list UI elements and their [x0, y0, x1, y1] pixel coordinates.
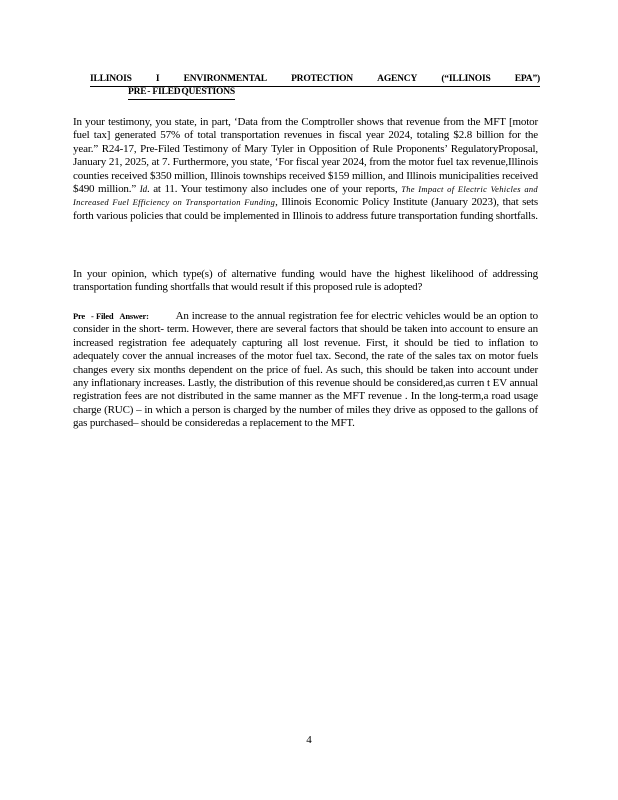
answer-label-part: Answer:	[119, 311, 149, 321]
header-subtitle	[128, 87, 235, 100]
header-subtitle-word: - FILED	[147, 87, 181, 97]
answer-paragraph	[73, 310, 538, 431]
paragraph-text: In your testimony, you state, in part, ‘Data from the Comptroller shows that revenue from the MFT [motor fuel tax] generated 57% of total transportation revenues in fiscal year 2024, totaling $2.8 billion for the year.” R24-17, Pre-Filed Testimony of Mary Tyler in Opposition of Rule Proponents’ RegulatoryProposal, January 21, 2025, at 7. Furthermore, you state, ‘For fiscal year 2024, from the motor fuel tax revenue,Illinois counties received $350 million, Illinois townships received $159 million, and Illinois municipalities received $490 million.”	[73, 116, 538, 196]
report-title: The Impact of Electric Vehicles and Increased Fuel Efficiency on Transportation Funding	[73, 184, 538, 208]
question-paragraph: In your opinion, which type(s) of alternative funding would have the highest likelihood of addressing transportation funding shortfalls that would result if this proposed rule is adopted?	[73, 268, 538, 294]
id-citation: Id	[139, 184, 147, 195]
question-context-paragraph	[73, 116, 538, 223]
paragraph-text: . at 11. Your testimony also includes one of your reports,	[146, 183, 398, 196]
answer-label-part: - Filed	[90, 311, 114, 321]
header-word: ENVIRONMENTAL	[183, 74, 267, 84]
paragraph-text: , Illinois Economic Policy Institute (January 2023), that sets forth various policies that could be implemented in Illinois to address future transportation funding shortfalls.	[73, 196, 538, 222]
header-word: ILLINOIS	[90, 74, 132, 84]
header-subtitle-word: PRE	[128, 87, 147, 97]
document-header	[90, 74, 540, 97]
answer-label-part: Pre	[73, 311, 85, 321]
header-word: I	[155, 74, 160, 84]
header-word: EPA”)	[514, 74, 540, 84]
header-word: PROTECTION	[291, 74, 353, 84]
page-number: 4	[306, 734, 312, 746]
header-agency-line	[90, 74, 540, 87]
answer-label	[73, 311, 149, 321]
header-word: AGENCY	[377, 74, 418, 84]
header-word: (“ILLINOIS	[441, 74, 491, 84]
answer-text: An increase to the annual registration fee for electric vehicles would be an option to consider in the short- term. However, there are several factors that should be taken into account to ensure an increased registration fee adequately capturing all lost revenue. First, it should be tied to inflation to adequately cover the annual increases of the motor fuel tax. Second, the rate of the sales tax on motor fuels changes every six months dependent on the price of fuel. As such, this should be taken into account under any inflationary increases. Lastly, the distribution of this revenue should be considered,as curren t EV annual registration fees are not distributed in the same manner as the MFT revenue . In the long-term,a road usage charge (RUC) – in which a person is charged by the number of miles they drive as opposed to the gallons of gas purchased– should be consideredas a replacement to the MFT.	[73, 310, 539, 430]
header-subtitle-word: QUESTIONS	[181, 87, 235, 97]
